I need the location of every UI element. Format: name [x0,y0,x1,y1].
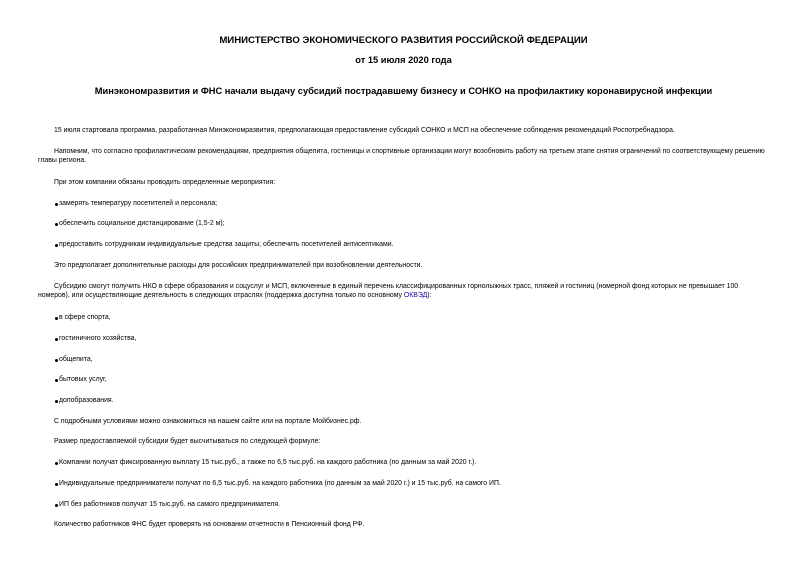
paragraph-program-start: 15 июля стартовала программа, разработанная Минэкономразвития, предполагающая предоставление субсидий СОНКО и МСП на обеспечение соблюдения рекомендаций Роспотребнадзора. [54,127,675,134]
list-item [55,240,770,249]
list-item-text: ИП без работников получат 15 тыс.руб. на самого предпринимателя. [59,501,280,508]
paragraph-recommendations: Напомним, что согласно профилактическим рекомендациям, предприятия общепита, гостиницы и спортивные организации могут возобновить работу на третьем этапе снятия ограничений по соответствующему решению главы региона. [38,148,765,165]
list-item-text: Индивидуальные предприниматели получат по 6,5 тыс.руб. на каждого работника (по данным за май 2020 г.) и 15 тыс.руб. на самого ИП. [59,480,501,487]
list-item-text: обеспечить социальное дистанцирование (1,5-2 м); [59,220,225,227]
document-date: от 15 июля 2020 года [355,55,452,65]
paragraph-expenses: Это предполагает дополнительные расходы для российских предпринимателей при возобновлении деятельности. [54,262,423,269]
bullet-icon [55,359,58,362]
list-item-text: общепита, [59,356,93,363]
list-item [55,458,770,467]
paragraph-formula-intro: Размер предоставляемой субсидии будет высчитываться по следующей формуле: [54,438,321,445]
eligibility-text: Субсидию смогут получить НКО в сфере образования и соцуслуг и МСП, включенные в единый перечень классифицированных горнолыжных трасс, пляжей и гостиниц (номерной фонд которых не превышает 100 номеров), или осуществляющие деятельность в следующих отраслях (поддержка доступна только по основному [38,283,739,300]
list-item [55,479,770,488]
list-item [55,500,770,509]
bullet-icon [55,483,58,486]
okved-link[interactable]: ОКВЭД [403,292,428,300]
list-item [55,396,770,405]
ministry-title: МИНИСТЕРСТВО ЭКОНОМИЧЕСКОГО РАЗВИТИЯ РОССИЙСКОЙ ФЕДЕРАЦИИ [219,35,588,46]
bullet-icon [55,317,58,320]
list-item [55,219,770,228]
list-item-text: бытовых услуг, [59,376,107,383]
list-item-text: в сфере спорта, [59,314,111,321]
eligibility-end: ): [427,292,432,300]
paragraph-measures-intro: При этом компании обязаны проводить определенные мероприятия: [54,179,276,186]
list-item-text: предоставить сотрудникам индивидуальные средства защиты; обеспечить посетителей антисептиками. [59,241,394,248]
bullet-icon [55,462,58,465]
bullet-icon [55,338,58,341]
list-item [55,313,770,322]
list-item-text: замерять температуру посетителей и персонала; [59,200,217,207]
list-item-text: допобразования. [59,397,114,404]
bullet-icon [55,244,58,247]
list-item [55,375,770,384]
document-headline: Минэкономразвития и ФНС начали выдачу субсидий пострадавшему бизнесу и СОНКО на профилактику коронавирусной инфекции [94,86,713,96]
bullet-icon [55,504,58,507]
bullet-icon [55,400,58,403]
list-item [55,334,770,343]
paragraph-eligibility [38,282,770,301]
paragraph-conditions: С подробными условиями можно ознакомиться на нашем сайте или на портале Мойбизнес.рф. [54,418,362,425]
list-item [55,199,770,208]
list-item [55,355,770,364]
bullet-icon [55,203,58,206]
bullet-icon [55,223,58,226]
paragraph-employee-check: Количество работников ФНС будет проверять на основании отчетности в Пенсионный фонд РФ. [54,521,365,528]
list-item-text: Компании получат фиксированную выплату 15 тыс.руб., а также по 6,5 тыс.руб. на каждого работника (по данным за май 2020 г.). [59,459,477,466]
list-item-text: гостиничного хозяйства, [59,335,137,342]
bullet-icon [55,379,58,382]
